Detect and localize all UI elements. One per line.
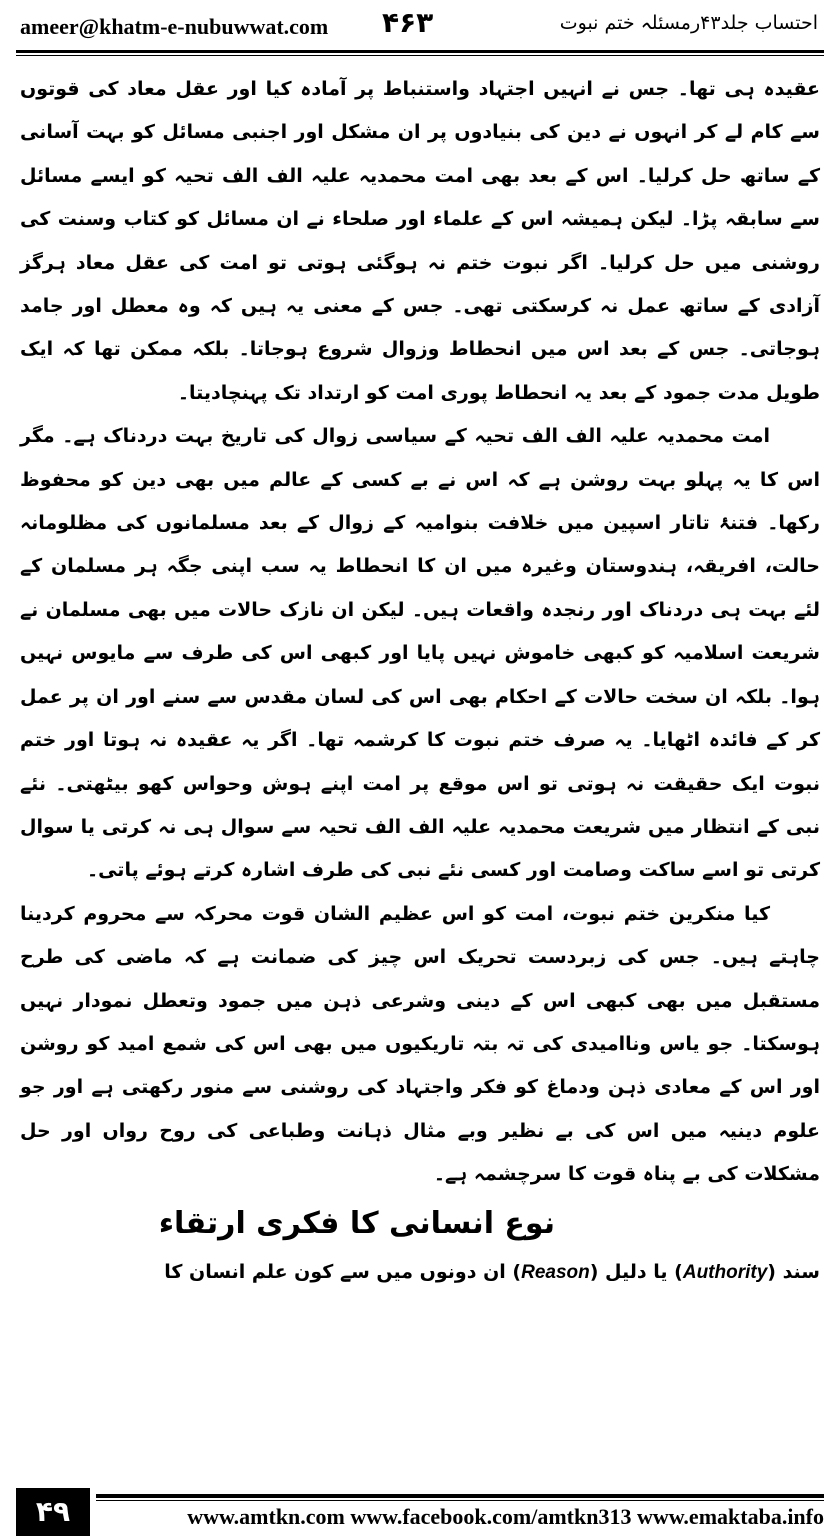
body-paragraph-1: عقیدہ ہی تھا۔ جس نے انہیں اجتہاد واستنباط پر آمادہ کیا اور عقل معاد کی قوتوں سے کام لے کر انہوں نے دین کی بنیادوں پر ان مشکل اور اجنبی مسائل کو بہت آسانی کے ساتھ حل کرلیا۔ اس کے بعد بھی امت محمدیہ علیہ الف الف تحیہ کو ایسے مسائل سے سابقہ پڑا۔ لیکن ہمیشہ اس کے علماء اور صلحاء نے ان مسائل کو کتاب وسنت کی روشنی میں حل کرلیا۔ اگر نبوت ختم نہ ہوگئی ہوتی تو امت کی عقل معاد ہرگز آزادی کے ساتھ عمل نہ کرسکتی تھی۔ جس کے معنی یہ ہیں کہ وہ معطل اور جامد ہوجاتی۔ جس کے بعد اس میں انحطاط وزوال شروع ہوجاتا۔ بلکہ ممکن تھا کہ ایک طویل مدت جمود کے بعد یہ انحطاط پوری امت کو ارتداد تک پہنچادیتا۔ xyxy=(20,78,820,404)
header-page-number: ۴۶۳ xyxy=(382,6,434,39)
body-paragraph-2: امت محمدیہ علیہ الف الف تحیہ کے سیاسی زوال کی تاریخ بہت دردناک ہے۔ مگر اس کا یہ پہلو بہت روشن ہے کہ اس نے بے کسی کے عالم میں بھی دین کو محفوظ رکھا۔ فتنۂ تاتار اسپین میں خلافت بنوامیہ کے زوال کے بعد مسلمانوں کی مظلومانہ حالت، افریقہ، ہندوستان وغیرہ میں ان کا انحطاط یہ سب اپنی جگہ ہر مسلمان کے لئے بہت ہی دردناک اور رنجدہ واقعات ہیں۔ لیکن ان نازک حالات میں بھی مسلمان نے شریعت اسلامیہ کو کبھی خاموش نہیں پایا اور کبھی اس کی طرف سے مایوس نہیں ہوا۔ بلکہ ان سخت حالات کے احکام بھی اس کی لسان مقدس سے سنے اور ان پر عمل کر کے فائدہ اٹھایا۔ یہ صرف ختم نبوت کا کرشمہ تھا۔ اگر یہ عقیدہ نہ ہوتا اور ختم نبوت ایک حقیقت نہ ہوتی تو اس موقع پر امت اپنے ہوش وحواس کھو بیٹھتی۔ نئے نبی کے انتظار میں شریعت محمدیہ علیہ الف الف تحیہ سے سوال ہی نہ کرتی یا سوال کرتی تو اسے ساکت وصامت اور کسی نئے نبی کی طرف اشارہ کرتے ہوئے پاتی۔ xyxy=(20,425,820,882)
footer-page-number: ۴۹ xyxy=(16,1488,90,1536)
header-rule-thick xyxy=(16,50,824,53)
body-paragraph-3: کیا منکرین ختم نبوت، امت کو اس عظیم الشان قوت محرکہ سے محروم کردینا چاہتے ہیں۔ جس کی زبردست تحریک اس چیز کی ضمانت ہے کہ ماضی کی طرح مستقبل میں بھی کبھی اس کے دینی وشرعی ذہن میں جمود وتعطل نمودار نہیں ہوسکتا۔ جو یاس وناامیدی کی تہ بتہ تاریکیوں میں بھی اس کی شمع امید کو روشن اور اس کے معادی ذہن ودماغ کو فکر واجتہاد کی روشنی سے منور رکھتی ہے اور جو علوم دینیہ میں اس کی بے نظیر وبے مثال ذہانت وطباعی کی روح رواں اور حل مشکلات کی بے پناہ قوت کا سرچشمہ ہے۔ xyxy=(20,902,820,1186)
term-reason: Reason xyxy=(521,1261,590,1283)
page-body xyxy=(20,68,820,1428)
closing-line xyxy=(20,1251,820,1294)
closing-after: ) ان دونوں میں سے کون علم انسان کا xyxy=(164,1260,522,1283)
page-footer xyxy=(0,1478,840,1540)
footer-urls: www.amtkn.com www.facebook.com/amtkn313 www.emaktaba.info xyxy=(187,1504,824,1529)
page-header xyxy=(0,0,840,52)
header-book-title: احتساب جلد۴۳رمسئلہ ختم نبوت xyxy=(559,12,818,34)
footer-rule-thick xyxy=(96,1494,824,1498)
term-authority: Authority xyxy=(682,1261,768,1283)
section-heading: نوع انسانی کا فکری ارتقاء xyxy=(158,1205,555,1241)
closing-middle: ) یا دلیل ( xyxy=(589,1260,683,1283)
closing-before: سند ( xyxy=(767,1260,820,1283)
footer-rule-thin xyxy=(96,1500,824,1501)
header-rule-thin xyxy=(16,55,824,56)
header-email: ameer@khatm-e-nubuwwat.com xyxy=(20,14,329,39)
